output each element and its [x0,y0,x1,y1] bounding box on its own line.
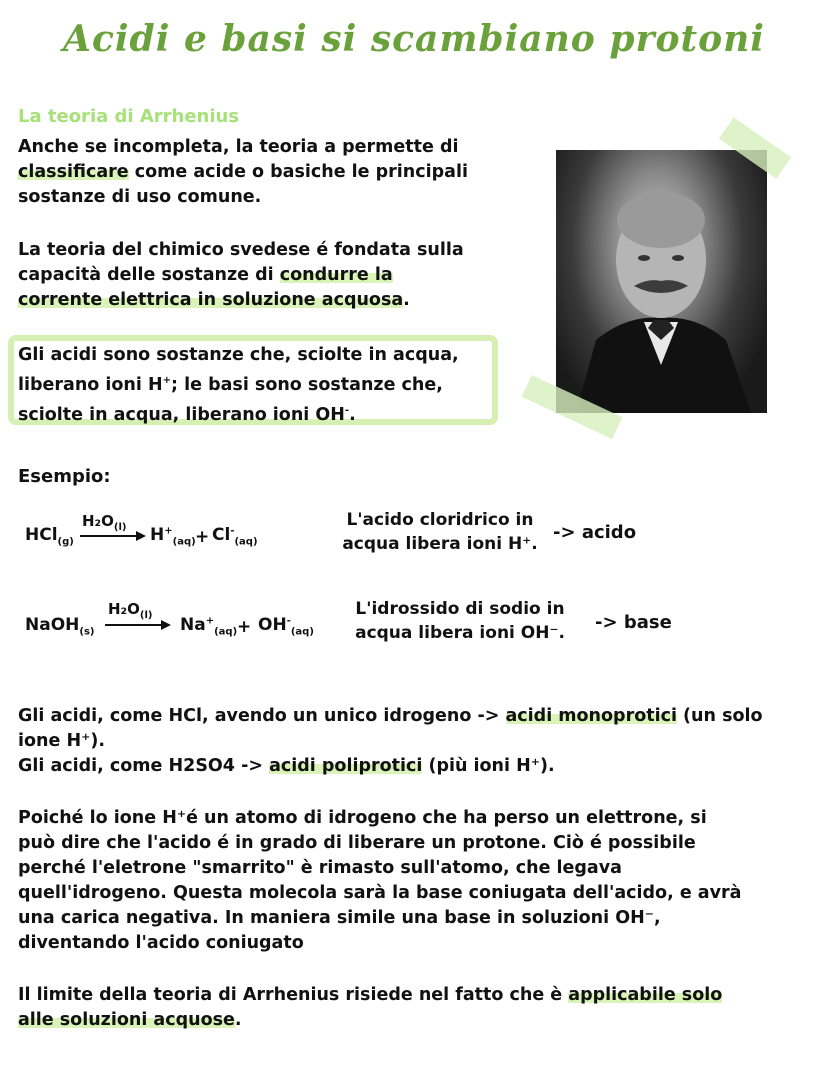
example-label: Esempio: [18,466,111,487]
eq1-reactant [25,525,74,547]
text-line [18,983,722,1008]
eq2-product1 [180,615,237,637]
formula: H₂O [82,512,114,530]
eq1-description [320,508,560,556]
intro-paragraph [18,135,468,210]
text-line: ione H⁺). [18,731,105,751]
text-line: Anche se incompleta, la teoria a permette di [18,137,459,157]
text-line [18,160,468,185]
formula: Cl [212,525,231,545]
state-label: (aq) [290,626,314,638]
text-line: L'acido cloridrico in [346,510,534,530]
text-line: La teoria del chimico svedese é fondata sulla [18,240,464,260]
formula: H [150,525,165,545]
charge-sup: + [205,615,215,627]
charge-sup: - [230,525,235,537]
text-line: sostanze di uso comune. [18,187,262,207]
text-fragment: capacità delle sostanze di [18,265,280,285]
limit-paragraph [18,983,722,1033]
reaction-arrow [80,535,138,537]
eq2-result: -> base [595,612,672,633]
arrhenius-portrait [556,150,767,413]
highlight-text: acidi monoprotici [505,706,677,726]
arrow-head-icon [136,531,146,541]
charge-sup: + [162,375,172,386]
text-fragment: . [349,404,356,425]
page-title: Acidi e basi si scambiano protoni [63,18,765,60]
plus-sign: + [237,617,252,637]
formula: OH [258,615,287,635]
formula: HCl [25,525,58,545]
monoprotic-paragraph [18,704,763,779]
text-line: perché l'eletrone "smarrito" è rimasto sull'atomo, che legava [18,858,622,878]
state-label: (aq) [172,536,196,548]
text-line: può dire che l'acido é in grado di liberare un protone. Ciò é possibile [18,833,696,853]
highlight-text: classificare [18,162,129,182]
text-line: acqua libera ioni H⁺. [342,534,538,554]
eq2-solvent [108,600,152,621]
text-line: Poiché lo ione H⁺é un atomo di idrogeno che ha perso un elettrone, si [18,808,707,828]
state-label: (l) [139,610,153,621]
eq2-product2 [258,615,314,637]
section-subtitle: La teoria di Arrhenius [18,106,240,127]
text-fragment: Gli acidi, come H2SO4 -> [18,756,270,776]
text-line: L'idrossido di sodio in [355,599,565,619]
state-label: (l) [113,522,127,533]
text-line: quell'idrogeno. Questa molecola sarà la base coniugata dell'acido, e avrà [18,883,742,903]
eq2-description [335,597,585,645]
charge-sup: - [344,404,350,416]
proton-paragraph [18,806,741,956]
definition-text [18,343,459,428]
text-fragment: . [403,290,410,310]
eq1-product2 [212,525,258,547]
formula: NaOH [25,615,80,635]
highlight-text: condurre la [279,265,393,285]
text-fragment: come acide o basiche le principali [128,162,468,182]
charge-sup: - [286,615,291,627]
eq1-result: -> acido [553,522,637,543]
portrait-svg [556,150,767,413]
text-line: acqua libera ioni OH⁻. [355,623,565,643]
text-line [18,288,464,313]
text-line: una carica negativa. In maniera simile una base in soluzioni OH⁻, [18,908,661,928]
text-fragment: . [234,1010,242,1030]
text-fragment: ; le basi sono sostanze che, [171,374,443,395]
state-label: (g) [57,536,74,548]
formula: Na [180,615,206,635]
state-label: (s) [79,626,95,638]
charge-sup: + [164,525,173,537]
state-label: (aq) [234,536,258,548]
eq1-solvent [82,512,126,533]
text-line [18,398,459,428]
highlight-text: applicabile solo [568,985,723,1005]
highlight-text: alle soluzioni acquose [18,1010,235,1030]
highlight-text: corrente elettrica in soluzione acquosa [18,290,404,310]
eq2-reactant [25,615,94,637]
text-fragment: Gli acidi, come HCl, avendo un unico idrogeno -> [18,706,506,726]
theory-paragraph [18,238,464,313]
text-line [18,1008,722,1033]
plus-sign: + [195,527,210,547]
text-fragment: liberano ioni H [18,374,163,395]
reaction-arrow [105,624,163,626]
text-line [18,704,763,729]
state-label: (aq) [214,626,238,638]
formula: H₂O [108,600,140,618]
text-line [18,754,763,779]
text-fragment: (un solo [676,706,763,726]
text-fragment: sciolte in acqua, liberano ioni OH [18,404,345,425]
text-line [18,263,464,288]
text-line: diventando l'acido coniugato [18,933,304,953]
highlight-text: acidi poliprotici [269,756,423,776]
text-line [18,368,459,398]
arrow-head-icon [161,620,171,630]
text-line: Gli acidi sono sostanze che, sciolte in acqua, [18,345,459,365]
text-fragment: Il limite della teoria di Arrhenius risiede nel fatto che è [18,985,569,1005]
text-fragment: (più ioni H⁺). [422,756,555,776]
eq1-product1 [150,525,196,547]
